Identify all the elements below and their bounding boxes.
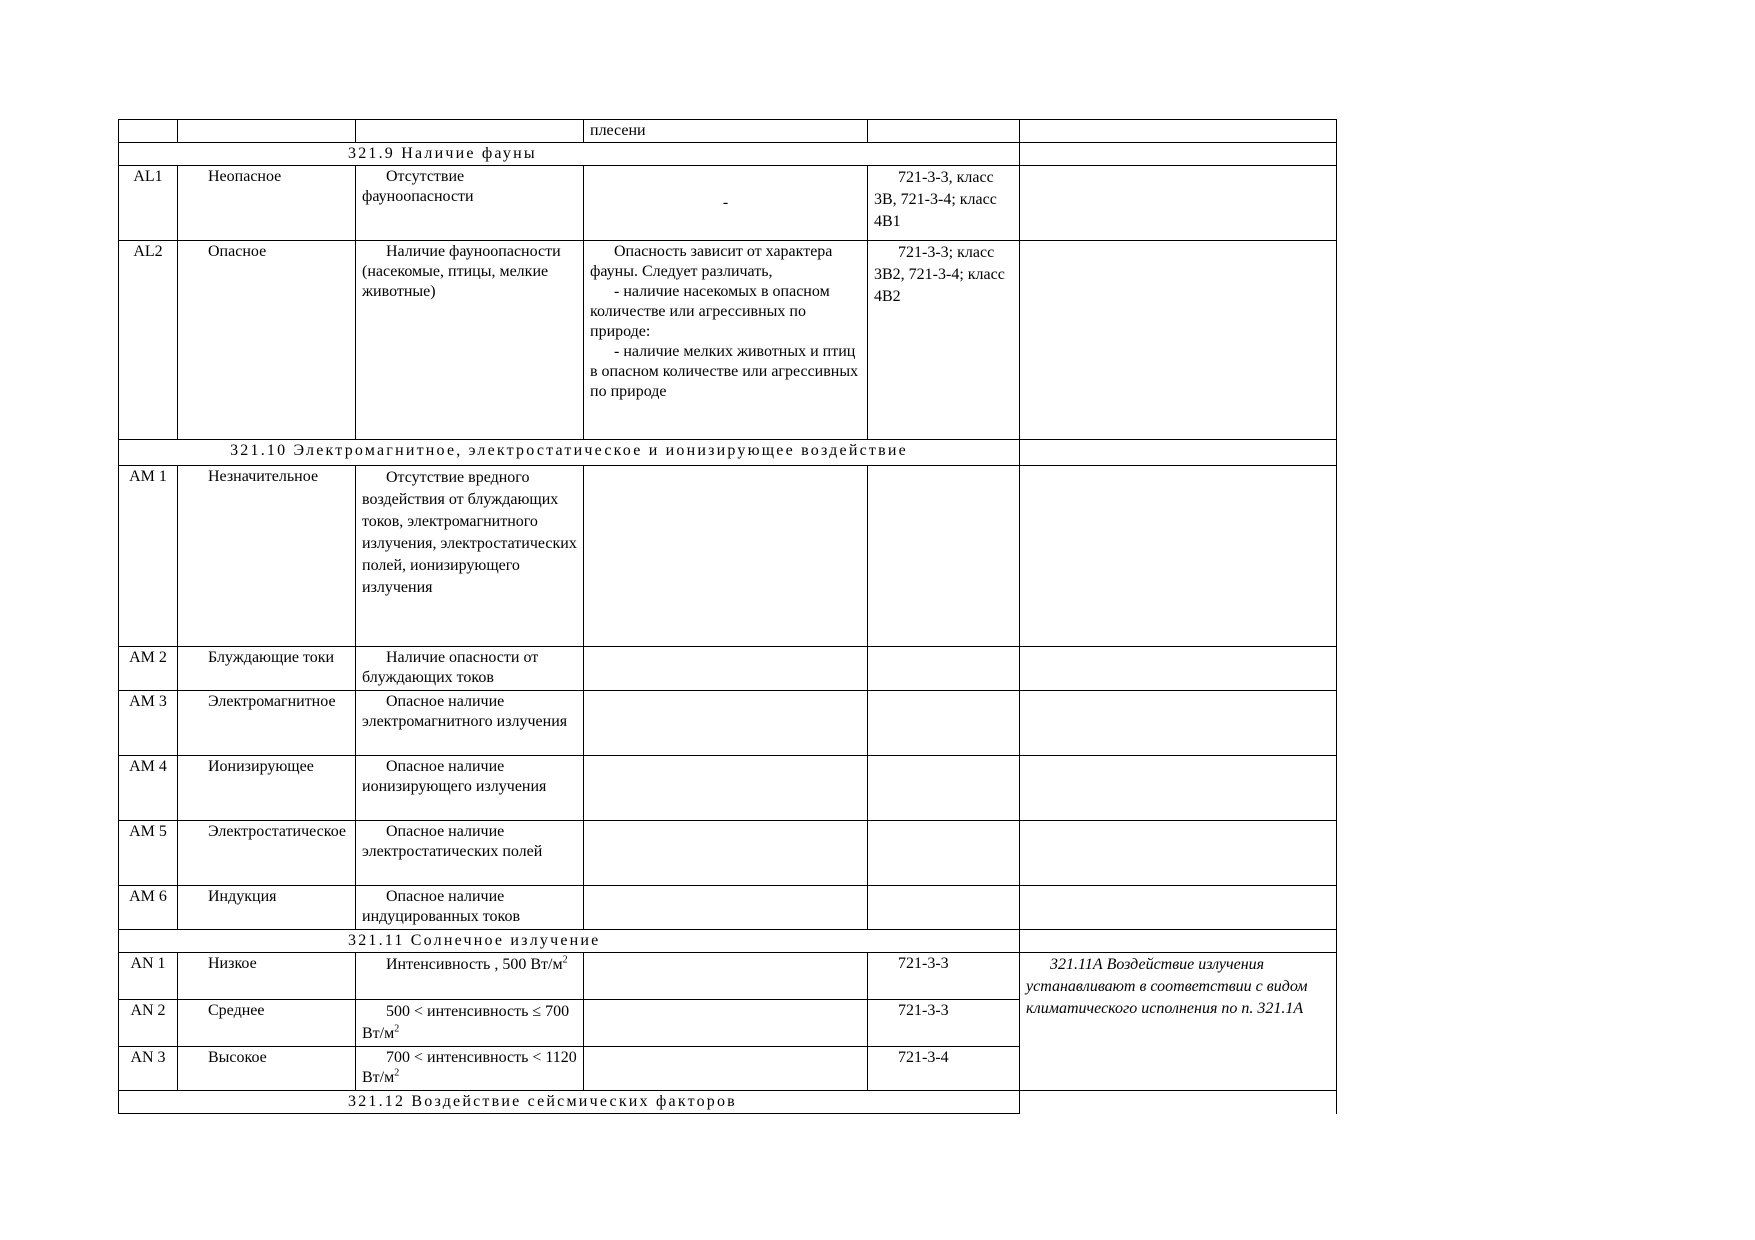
table-row [119, 120, 1337, 143]
feature-cell: Отсутствие вредного воздействия от блуждающих токов, электромагнитного излучения, электростатических полей, ионизирующего излучения [356, 466, 584, 647]
classification-table [118, 119, 1337, 1114]
table-cell [1020, 120, 1337, 143]
section-header-row [119, 1091, 1337, 1114]
name-cell: Блуждающие токи [178, 647, 356, 691]
table-cell [1020, 647, 1337, 691]
note-cell: - [584, 166, 868, 241]
section-title: 321.10 Электромагнитное, электростатическое и ионизирующее воздействие [119, 440, 1020, 466]
table-cell [1020, 756, 1337, 821]
table-cell [584, 691, 868, 756]
section-header-row [119, 930, 1337, 953]
table-cell [1020, 440, 1337, 466]
standard-cell: 721-3-3 [868, 953, 1020, 1000]
table-cell [584, 647, 868, 691]
name-cell: Ионизирующее [178, 756, 356, 821]
section-title-text: 321.12 Воздействие сейсмических факторов [348, 1093, 737, 1110]
unit-superscript: 2 [394, 1023, 400, 1035]
table-row [119, 241, 1337, 440]
feature-text: 500 < интенсивность ≤ 700 Вт/м [362, 1003, 570, 1042]
standard-cell: 721-3-3; класс 3В2, 721-3-4; класс 4В2 [868, 241, 1020, 440]
name-cell: Неопасное [178, 166, 356, 241]
table-cell [1020, 1091, 1337, 1114]
table-cell [1020, 821, 1337, 886]
note-cell [584, 241, 868, 440]
feature-cell: Наличие опасности от блуждающих токов [356, 647, 584, 691]
code-cell: AM 6 [119, 886, 178, 930]
note-paragraph: - наличие мелких животных и птиц в опасном количестве или агрессивных по природе [590, 343, 859, 400]
name-cell: Высокое [178, 1047, 356, 1091]
code-cell: AN 2 [119, 1000, 178, 1047]
section-header-row [119, 143, 1337, 166]
name-cell: Электромагнитное [178, 691, 356, 756]
table-cell [1020, 466, 1337, 647]
code-cell: AM 3 [119, 691, 178, 756]
table-cell [1020, 691, 1337, 756]
table-cell [868, 886, 1020, 930]
section-title [119, 1091, 1020, 1114]
feature-cell: Опасное наличие ионизирующего излучения [356, 756, 584, 821]
code-cell: AN 1 [119, 953, 178, 1000]
table-cell [584, 466, 868, 647]
name-cell: Индукция [178, 886, 356, 930]
table-cell [868, 691, 1020, 756]
name-cell: Электростатическое [178, 821, 356, 886]
table-cell [868, 756, 1020, 821]
standard-cell: 721-3-3 [868, 1000, 1020, 1047]
section-title-text: 321.11 Солнечное излучение [348, 932, 601, 949]
feature-cell: Наличие фауноопасности (насекомые, птицы, мелкие животные) [356, 241, 584, 440]
table-row [119, 466, 1337, 647]
table-cell [868, 466, 1020, 647]
feature-cell [356, 1047, 584, 1091]
feature-text: 700 < интенсивность < 1120 Вт/м [362, 1049, 577, 1086]
feature-cell: Отсутствие фауноопасности [356, 166, 584, 241]
code-cell: AL2 [119, 241, 178, 440]
section-title [119, 143, 1020, 166]
code-cell: AM 4 [119, 756, 178, 821]
feature-text: Интенсивность , 500 Вт/м [386, 956, 563, 973]
code-cell: AM 2 [119, 647, 178, 691]
table-cell [868, 821, 1020, 886]
feature-cell [356, 953, 584, 1000]
section-title-text: 321.9 Наличие фауны [348, 145, 537, 162]
name-cell: Опасное [178, 241, 356, 440]
feature-cell: Опасное наличие электромагнитного излучения [356, 691, 584, 756]
table-cell [584, 1047, 868, 1091]
standard-cell: 721-3-3, класс 3В, 721-3-4; класс 4В1 [868, 166, 1020, 241]
feature-cell: Опасное наличие электростатических полей [356, 821, 584, 886]
table-row [119, 691, 1337, 756]
table-cell [584, 756, 868, 821]
table-cell [584, 886, 868, 930]
table-cell [868, 647, 1020, 691]
name-cell: Среднее [178, 1000, 356, 1047]
table-cell [356, 120, 584, 143]
feature-cell: Опасное наличие индуцированных токов [356, 886, 584, 930]
note-paragraph: Опасность зависит от характера фауны. Следует различать, [590, 243, 833, 280]
code-cell: AM 1 [119, 466, 178, 647]
table-cell [1020, 930, 1337, 953]
remark-cell: 321.11А Воздействие излучения устанавливают в соответствии с видом климатического исполнения по п. 321.1А [1020, 953, 1337, 1091]
table-cell [1020, 143, 1337, 166]
table-row [119, 166, 1337, 241]
table-cell: плесени [584, 120, 868, 143]
name-cell: Незначительное [178, 466, 356, 647]
note-paragraph: - наличие насекомых в опасном количестве или агрессивных по природе: [590, 283, 830, 340]
table-cell [868, 120, 1020, 143]
table-row [119, 953, 1337, 1000]
table-row [119, 821, 1337, 886]
unit-superscript: 2 [562, 954, 568, 966]
table-cell [178, 120, 356, 143]
standard-cell: 721-3-4 [868, 1047, 1020, 1091]
table-cell [584, 1000, 868, 1047]
section-title [119, 930, 1020, 953]
table-cell [584, 953, 868, 1000]
code-cell: AM 5 [119, 821, 178, 886]
table-cell [1020, 886, 1337, 930]
table-cell [119, 120, 178, 143]
table-cell [1020, 241, 1337, 440]
table-row [119, 886, 1337, 930]
feature-cell [356, 1000, 584, 1047]
table-row [119, 756, 1337, 821]
code-cell: AL1 [119, 166, 178, 241]
unit-superscript: 2 [394, 1067, 400, 1079]
table-cell [1020, 166, 1337, 241]
table-row [119, 647, 1337, 691]
name-cell: Низкое [178, 953, 356, 1000]
section-header-row [119, 440, 1337, 466]
code-cell: AN 3 [119, 1047, 178, 1091]
table-cell [584, 821, 868, 886]
